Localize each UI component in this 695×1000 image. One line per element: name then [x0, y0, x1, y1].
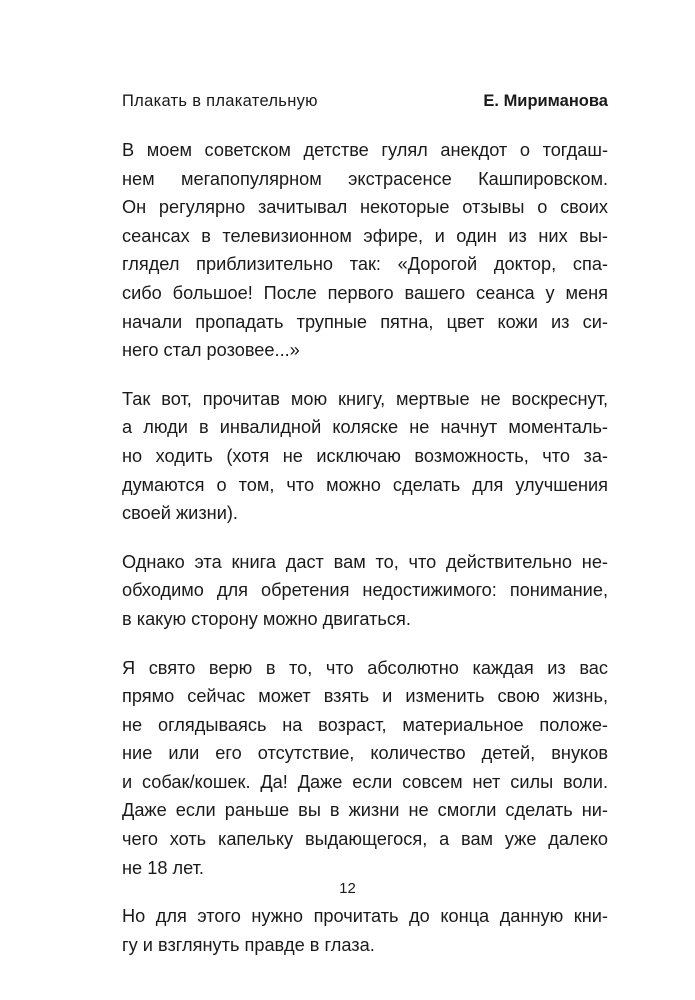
text-line: чего хоть капельку выдающегося, а вам уже далеко [122, 829, 608, 850]
text-line: и собак/кошек. Да! Даже если совсем нет силы воли. [122, 771, 608, 792]
text-line: Даже если раньше вы в жизни не смогли сделать ни- [122, 800, 608, 821]
book-title: Плакать в плакательную [122, 92, 318, 110]
text-line: начали пропадать трупные пятна, цвет кожи из си- [122, 311, 608, 332]
body-text [122, 136, 608, 979]
text-line: гу и взглянуть правде в глаза. [122, 934, 375, 955]
text-line: прямо сейчас может взять и изменить свою жизнь, [122, 686, 608, 707]
text-line: своей жизни). [122, 503, 238, 524]
paragraph-3 [122, 548, 608, 634]
text-line: в какую сторону можно двигаться. [122, 608, 411, 629]
text-line: не оглядываясь на возраст, материальное положе- [122, 714, 608, 735]
page-number: 12 [339, 880, 356, 897]
text-line: В моем советском детстве гулял анекдот о тогдаш- [122, 140, 608, 160]
text-line: Он регулярно зачитывал некоторые отзывы о своих [122, 197, 608, 218]
text-line: Но для этого нужно прочитать до конца данную кни- [122, 906, 608, 927]
paragraph-5 [122, 902, 608, 959]
paragraph-2 [122, 385, 608, 528]
text-line: ние или его отсутствие, количество детей, внуков [122, 743, 608, 764]
text-line: сеансах в телевизионном эфире, и один из них вы- [122, 225, 608, 246]
text-line: нем мегапопулярном экстрасенсе Кашпировском. [122, 168, 608, 189]
text-line: него стал розовее...» [122, 340, 300, 361]
text-line: обходимо для обретения недостижимого: понимание, [122, 580, 608, 601]
text-line: не 18 лет. [122, 857, 204, 878]
paragraph-1 [122, 136, 608, 365]
running-header [122, 92, 608, 116]
text-line: Однако эта книга даст вам то, что действительно не- [122, 551, 608, 572]
text-line: Так вот, прочитав мою книгу, мертвые не воскреснут, [122, 388, 608, 409]
text-line: сибо большое! После первого вашего сеанса у меня [122, 282, 608, 303]
paragraph-4 [122, 654, 608, 883]
author-name: Е. Мириманова [483, 92, 608, 110]
text-line: а люди в инвалидной коляске не начнут моменталь- [122, 417, 608, 438]
text-line: глядел приблизительно так: «Дорогой доктор, спа- [122, 254, 608, 275]
text-line: Я свято верю в то, что абсолютно каждая из вас [122, 657, 608, 678]
text-line: думаются о том, что можно сделать для улучшения [122, 474, 608, 495]
text-line: но ходить (хотя не исключаю возможность, что за- [122, 445, 608, 466]
